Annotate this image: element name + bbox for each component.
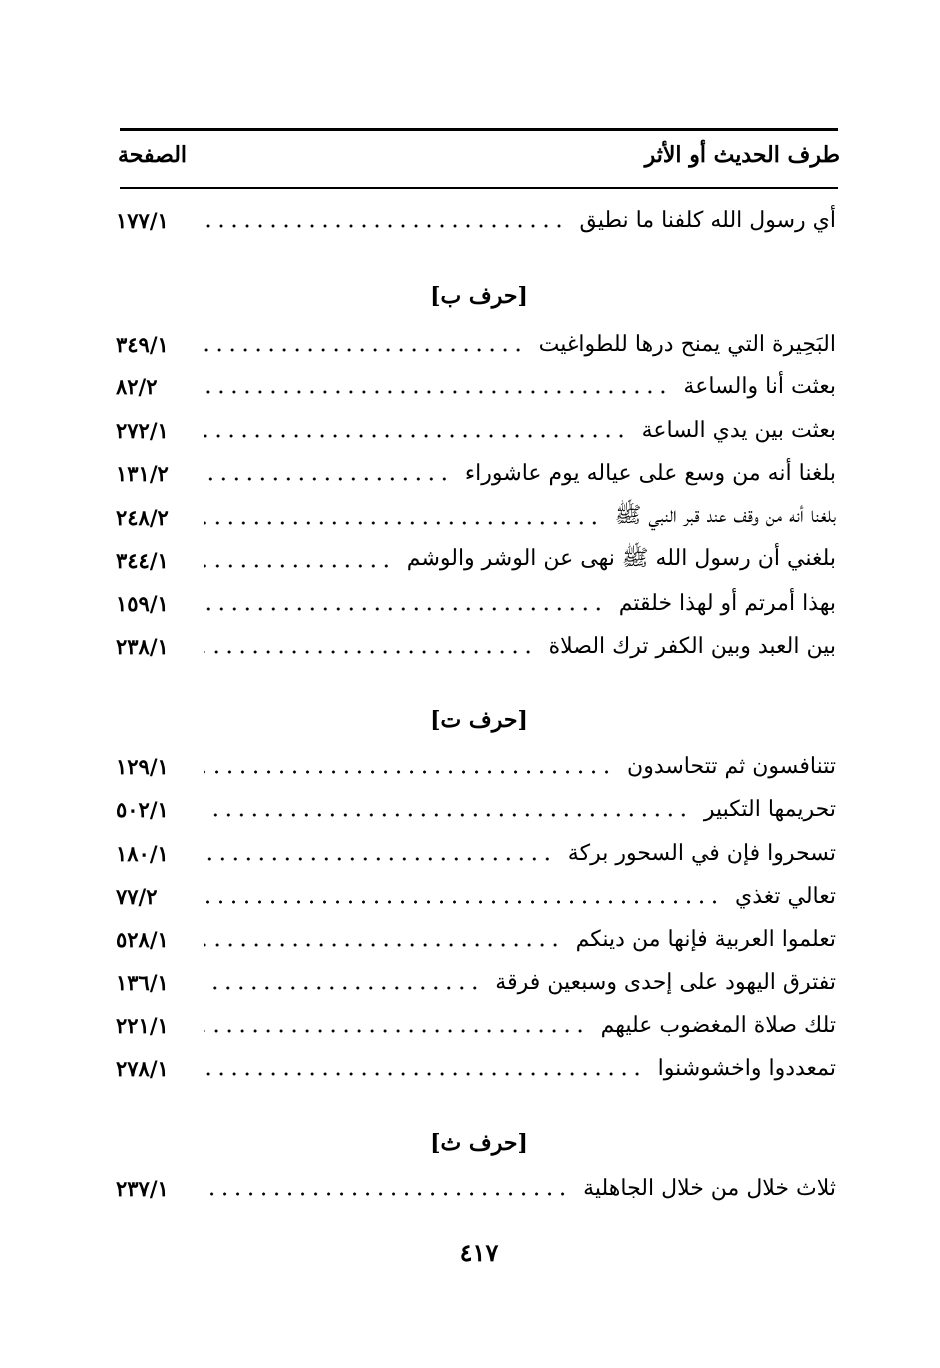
entry-page-ref: ١٧٧/١ [116,207,169,233]
leader-dots [204,432,628,440]
entry-page-ref: ٥٢٨/١ [116,926,169,952]
entry-text: تعلموا العربية فإنها من دينكم [575,926,836,952]
entry-text: تلك صلاة المغضوب عليهم [600,1012,836,1038]
entry-page-ref: ١٣٦/١ [116,969,169,995]
entry-text: البَحِيرة التي يمنح درها للطواغيت [538,331,836,357]
entry-text: بين العبد وبين الكفر ترك الصلاة [548,633,836,659]
index-entry [116,368,836,404]
entry-text: بلغني أن رسول الله ﷺ نهى عن الوشر والوشم [406,546,836,571]
index-entry [116,964,836,1000]
column-header-hadith: طرف الحديث أو الأثر [644,142,840,168]
leader-dots [204,1070,644,1078]
entry-text: أي رسول الله كلفنا ما نطيق [579,207,836,233]
index-entry [116,791,836,827]
entry-text: تمعددوا واخشوشنوا [657,1055,836,1081]
entry-text: بعثت بين يدي الساعة [641,417,836,443]
leader-dots [204,346,525,354]
header-top-rule [120,128,838,131]
leader-dots [204,388,669,396]
index-entry [116,412,836,448]
entry-page-ref: ٢٧٢/١ [116,417,169,443]
index-entry [116,202,836,238]
index-entry [116,835,836,871]
leader-dots [204,941,562,949]
leader-dots [204,605,605,613]
column-header-page: الصفحة [118,142,188,168]
leader-dots [204,648,535,656]
entry-page-ref: ٣٤٩/١ [116,331,169,357]
page-number: ٤١٧ [459,1238,499,1267]
entry-page-ref: ٢٢١/١ [116,1012,169,1038]
index-entry [116,455,836,491]
index-entry [116,326,836,362]
index-entry [116,1007,836,1043]
entry-page-ref: ٥٠٢/١ [116,796,169,822]
leader-dots [204,1190,569,1198]
entry-page-ref: ٣٤٤/١ [116,547,169,573]
entry-text: تسحروا فإن في السحور بركة [567,840,836,866]
index-entry [116,1050,836,1086]
entry-text: ثلاث خلال من خلال الجاهلية [583,1175,836,1201]
leader-dots [204,855,554,863]
leader-dots [204,984,481,992]
entry-page-ref: ١٣١/٢ [116,460,169,486]
leader-dots [204,562,393,570]
entry-text: بلغنا أنه من وقف عند قبر النبي ﷺ [614,503,836,528]
index-entry [116,628,836,664]
section-heading-ba: [حرف ب] [430,283,528,309]
entry-page-ref: ٢٧٨/١ [116,1055,169,1081]
index-entry [116,748,836,784]
index-entry [116,585,836,621]
index-entry [116,1170,836,1206]
entry-page-ref: ١٥٩/١ [116,590,169,616]
entry-page-ref: ٧٧/٢ [116,883,158,909]
entry-page-ref: ٨٢/٢ [116,373,158,399]
leader-dots [204,811,690,819]
entry-page-ref: ٢٤٨/٢ [116,504,169,530]
entry-page-ref: ١٨٠/١ [116,840,169,866]
entry-text: تتنافسون ثم تتحاسدون [627,753,836,779]
section-heading-ta: [حرف ت] [430,707,528,733]
entry-text: بلغنا أنه من وسع على عياله يوم عاشوراء [464,460,836,486]
leader-dots [204,475,451,483]
entry-page-ref: ١٢٩/١ [116,753,169,779]
entry-page-ref: ٢٣٨/١ [116,633,169,659]
entry-text: تعالي تغذي [735,883,836,909]
index-entry [116,542,836,578]
index-entry [116,499,836,535]
leader-dots [204,222,566,230]
entry-text: تفترق اليهود على إحدى وسبعين فرقة [495,969,836,995]
header-bottom-rule [120,187,838,189]
entry-text: بعثت أنا والساعة [683,373,836,399]
leader-dots [204,1027,587,1035]
entry-text: تحريمها التكبير [703,796,836,822]
leader-dots [204,768,613,776]
leader-dots [204,519,601,527]
index-entry [116,878,836,914]
entry-text: بهذا أمرتم أو لهذا خلقتم [618,590,836,616]
index-entry [116,921,836,957]
leader-dots [204,898,721,906]
entry-page-ref: ٢٣٧/١ [116,1175,169,1201]
section-heading-tha: [حرف ث] [430,1130,528,1156]
